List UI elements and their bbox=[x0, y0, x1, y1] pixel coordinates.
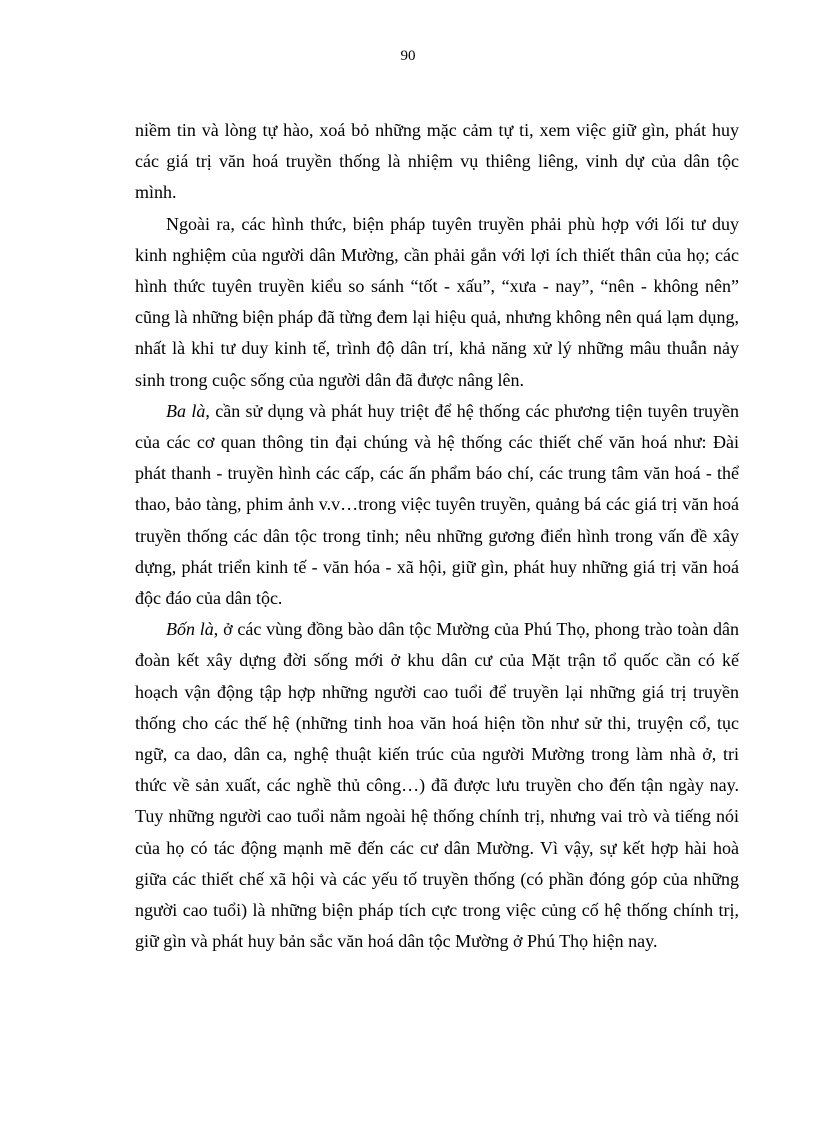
page-number: 90 bbox=[400, 48, 416, 64]
paragraph-2-text: Ngoài ra, các hình thức, biện pháp tuyên truyền phải phù hợp với lối tư duy kinh nghiệm của người dân Mường, cần phải gắn với lợi ích thiết thân của họ; các hình thức tuyên truyền kiểu so sánh “tốt - xấu”, “xưa - nay”, “nên - không nên” cũng là những biện pháp đã từng đem lại hiệu quả, nhưng không nên quá lạm dụng, nhất là khi tư duy kinh tế, trình độ dân trí, khả năng xử lý những mâu thuẫn nảy sinh trong cuộc sống của người dân đã được nâng lên. bbox=[135, 213, 739, 390]
paragraph-3 bbox=[135, 396, 739, 614]
paragraph-1-text: niềm tin và lòng tự hào, xoá bỏ những mặc cảm tự ti, xem việc giữ gìn, phát huy các giá trị văn hoá truyền thống là nhiệm vụ thiêng liêng, vinh dự của dân tộc mình. bbox=[135, 120, 739, 203]
paragraph-4 bbox=[135, 614, 739, 957]
paragraph-1 bbox=[135, 115, 739, 209]
paragraph-3-text: , cần sử dụng và phát huy triệt để hệ thống các phương tiện tuyên truyền của các cơ quan thông tin đại chúng và hệ thống các thiết chế văn hoá như: Đài phát thanh - truyền hình các cấp, các ấn phẩm báo chí, các trung tâm văn hoá - thể thao, bảo tàng, phim ảnh v.v…trong việc tuyên truyền, quảng bá các giá trị văn hoá truyền thống các dân tộc trong tỉnh; nêu những gương điển hình trong vấn đề xây dựng, phát triển kinh tế - văn hóa - xã hội, giữ gìn, phát huy những giá trị văn hoá độc đáo của dân tộc. bbox=[135, 400, 739, 609]
paragraph-3-lead: Ba là bbox=[166, 400, 206, 421]
paragraph-2 bbox=[135, 209, 739, 396]
paragraph-4-lead: Bốn là bbox=[166, 619, 214, 640]
paragraph-4-text: , ở các vùng đồng bào dân tộc Mường của Phú Thọ, phong trào toàn dân đoàn kết xây dựng đời sống mới ở khu dân cư của Mặt trận tổ quốc cần có kế hoạch vận động tập hợp những người cao tuổi để truyền lại những giá trị truyền thống cho các thế hệ (những tinh hoa văn hoá hiện tồn như sử thi, truyện cổ, tục ngữ, ca dao, dân ca, nghệ thuật kiến trúc của người Mường trong làm nhà ở, tri thức về sản xuất, các nghề thủ công…) đã được lưu truyền cho đến tận ngày nay. Tuy những người cao tuổi nằm ngoài hệ thống chính trị, nhưng vai trò và tiếng nói của họ có tác động mạnh mẽ đến các cư dân Mường. Vì vậy, sự kết hợp hài hoà giữa các thiết chế xã hội và các yếu tố truyền thống (có phần đóng góp của những người cao tuổi) là những biện pháp tích cực trong việc củng cố hệ thống chính trị, giữ gìn và phát huy bản sắc văn hoá dân tộc Mường ở Phú Thọ hiện nay. bbox=[135, 619, 740, 952]
document-body bbox=[135, 115, 739, 957]
